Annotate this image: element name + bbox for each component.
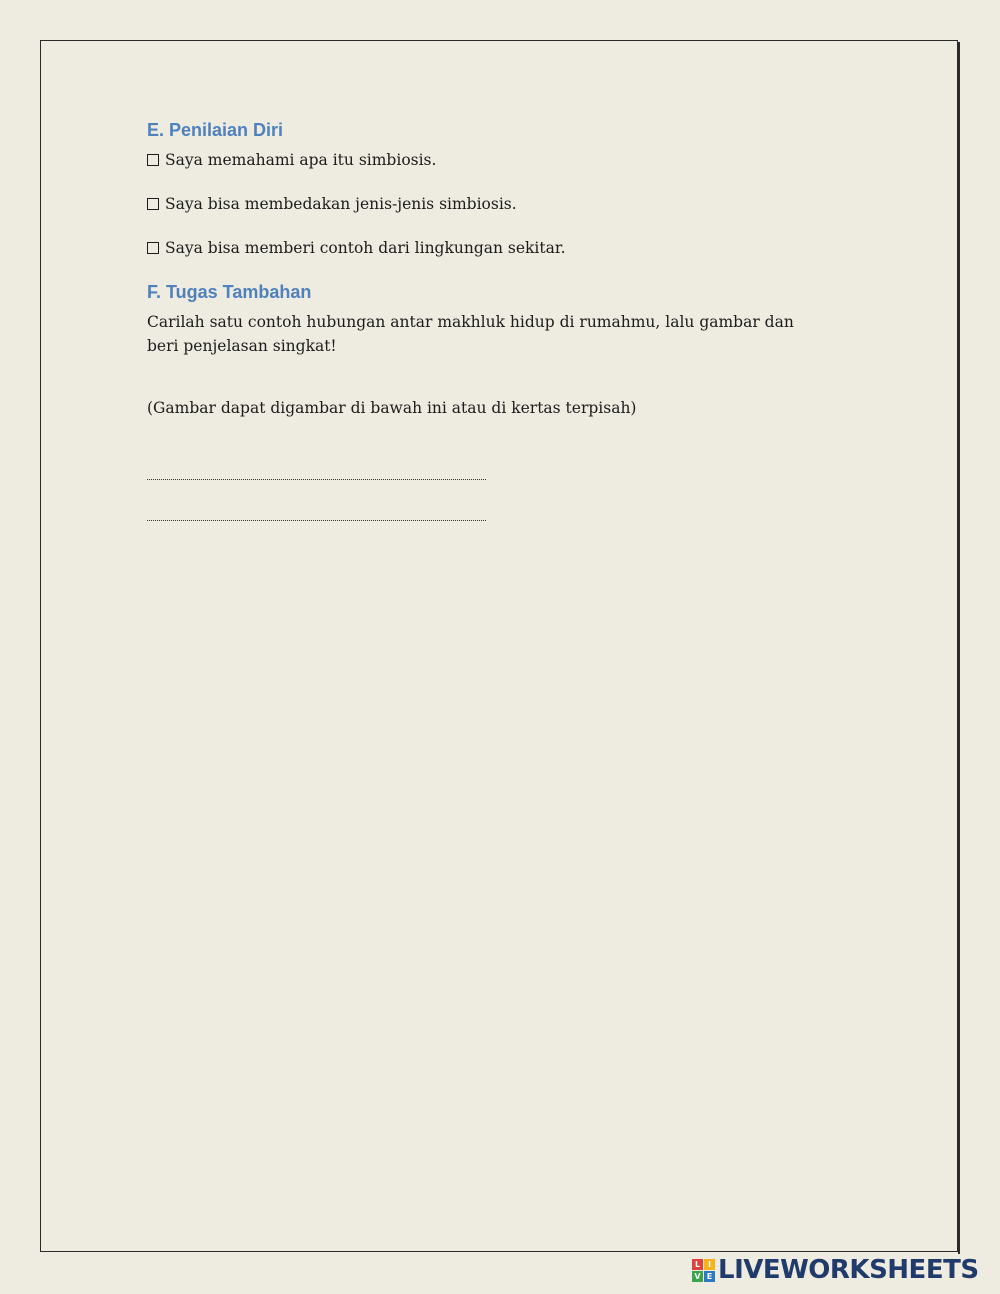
self-assessment-item[interactable] (147, 239, 566, 257)
self-assessment-item-label: Saya bisa memberi contoh dari lingkungan sekitar. (165, 239, 566, 257)
logo-text: LIVEWORKSHEETS (718, 1255, 979, 1285)
self-assessment-item-label: Saya bisa membedakan jenis-jenis simbiosis. (165, 195, 517, 213)
drawing-note: (Gambar dapat digambar di bawah ini atau di kertas terpisah) (147, 399, 637, 417)
section-e-heading: E. Penilaian Diri (147, 120, 284, 140)
logo-letter: V (692, 1271, 703, 1282)
checkbox-icon[interactable] (147, 198, 159, 210)
checkbox-icon[interactable] (147, 154, 159, 166)
self-assessment-item[interactable] (147, 195, 517, 213)
logo-letter: L (692, 1259, 703, 1270)
page-border (40, 40, 958, 1252)
self-assessment-item[interactable] (147, 151, 436, 169)
liveworksheets-logo (692, 1255, 979, 1285)
checkbox-icon[interactable] (147, 242, 159, 254)
logo-letter: I (704, 1259, 715, 1270)
page-border-shadow (958, 42, 960, 1254)
logo-mark-icon (692, 1259, 715, 1282)
logo-letter: E (704, 1271, 715, 1282)
answer-line-2[interactable] (147, 520, 486, 521)
task-instruction: Carilah satu contoh hubungan antar makhluk hidup di rumahmu, lalu gambar dan beri penjelasan singkat! (147, 313, 794, 355)
self-assessment-item-label: Saya memahami apa itu simbiosis. (165, 151, 437, 169)
section-f-heading: F. Tugas Tambahan (147, 282, 312, 302)
answer-line-1[interactable] (147, 479, 486, 480)
